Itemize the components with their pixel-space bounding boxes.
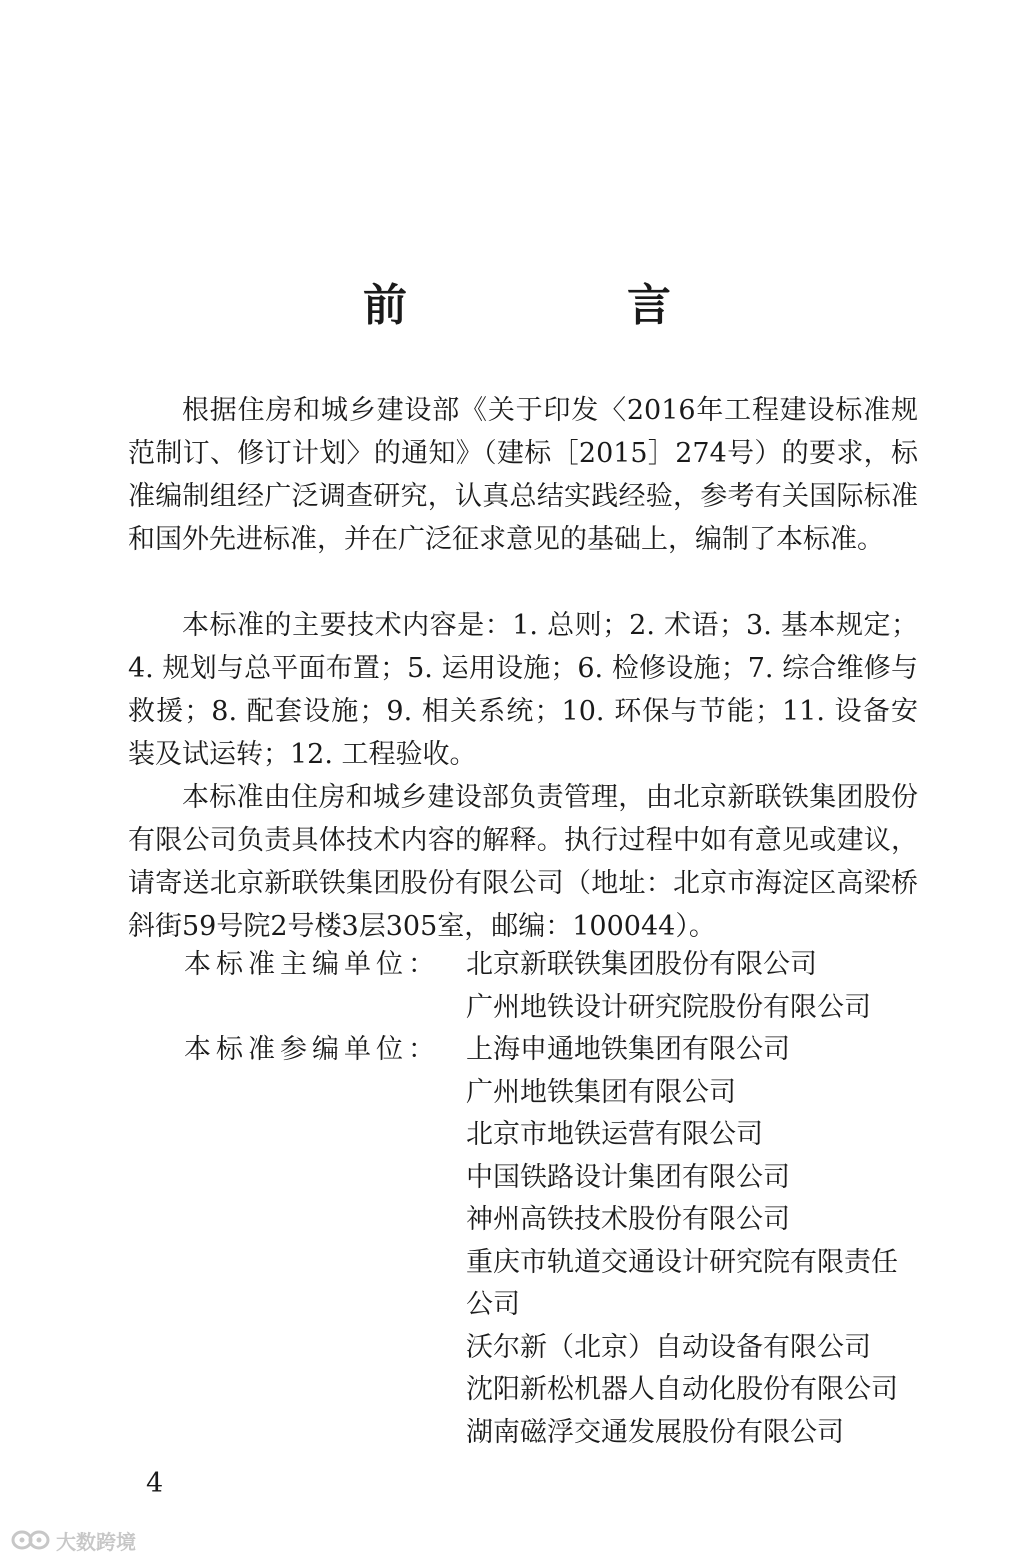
drafting-units (184, 944, 944, 1454)
paragraph-text: 本标准由住房和城乡建设部负责管理，由北京新联铁集团股份有限公司负责具体技术内容的解释。执行过程中如有意见或建议，请寄送北京新联铁集团股份有限公司（地址：北京市海淀区高梁桥斜街59号院2号楼3层305室，邮编：100044）。 (128, 782, 918, 942)
participating-units-list (466, 1029, 918, 1454)
unit-item: 湖南磁浮交通发展股份有限公司 (466, 1416, 844, 1448)
watermark (10, 1526, 136, 1554)
unit-item: 北京新联铁集团股份有限公司 (466, 949, 817, 980)
paragraph-text: 本标准的主要技术内容是：1. 总则；2. 术语；3. 基本规定；4. 规划与总平面布置；5. 运用设施；6. 检修设施；7. 综合维修与救援；8. 配套设施；9. 相关系统；10. 环保与节能；11. 设备安装及试运转；12. 工程验收。 (128, 610, 918, 770)
unit-item: 广州地铁集团有限公司 (466, 1076, 736, 1108)
watermark-logo-icon (10, 1528, 52, 1552)
paragraph-management (128, 776, 918, 948)
unit-item: 上海申通地铁集团有限公司 (466, 1034, 790, 1065)
participating-units-label: 本标准参编单位： (184, 1034, 440, 1065)
unit-item: 重庆市轨道交通设计研究院有限责任公司 (466, 1246, 898, 1320)
page-number: 4 (146, 1468, 164, 1499)
paragraph-basis (128, 389, 918, 561)
watermark-text: 大数跨境 (56, 1529, 136, 1554)
unit-item: 中国铁路设计集团有限公司 (466, 1161, 790, 1193)
chief-units-group (184, 944, 944, 1029)
unit-item: 沈阳新松机器人自动化股份有限公司 (466, 1374, 898, 1405)
paragraph-text: 根据住房和城乡建设部《关于印发〈2016年工程建设标准规范制订、修订计划〉的通知》（建标［2015］274号）的要求，标准编制组经广泛调查研究，认真总结实践经验，参考有关国际标准和国外先进标准，并在广泛征求意见的基础上，编制了本标准。 (128, 395, 918, 555)
unit-item: 神州高铁技术股份有限公司 (466, 1204, 790, 1235)
unit-item: 沃尔新（北京）自动设备有限公司 (466, 1331, 871, 1363)
participating-units-group (184, 1029, 944, 1454)
chief-units-list (466, 944, 918, 1029)
paragraph-contents (128, 604, 918, 776)
unit-item: 北京市地铁运营有限公司 (466, 1119, 763, 1150)
page-title: 前 言 (363, 280, 759, 331)
chief-units-label: 本标准主编单位： (184, 949, 440, 980)
unit-item: 广州地铁设计研究院股份有限公司 (466, 991, 871, 1023)
